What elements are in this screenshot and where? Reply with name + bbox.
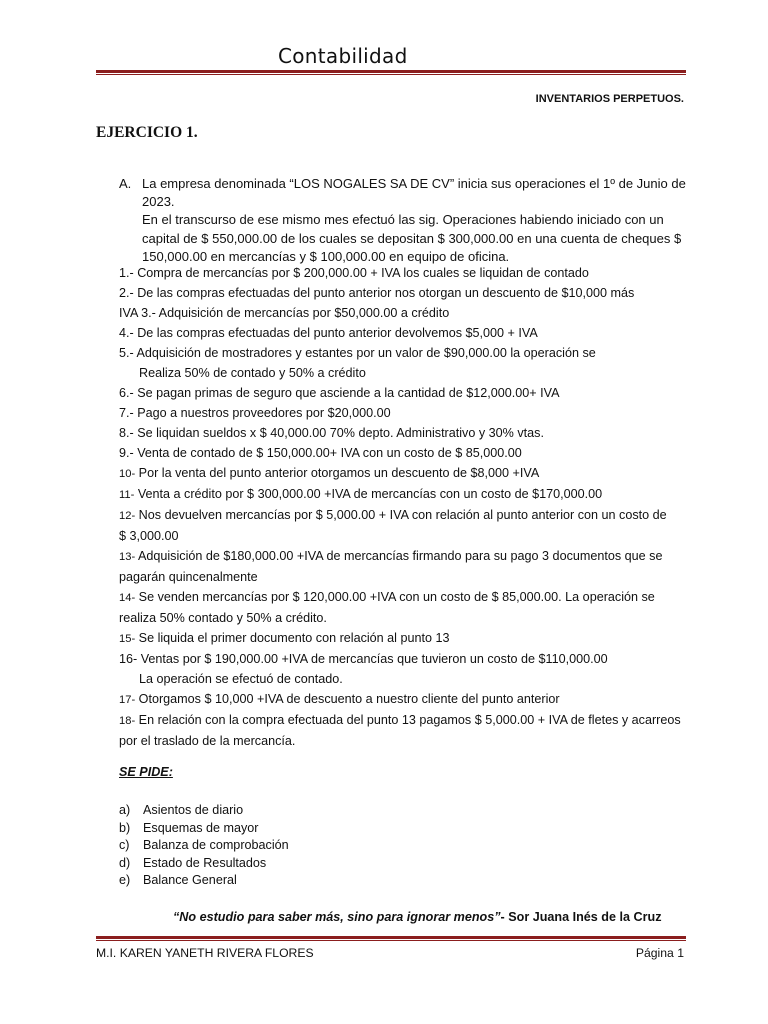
operation-line: [119, 710, 691, 731]
operation-line: [119, 303, 691, 323]
intro-line: 150,000.00 en mercancías y $ 100,000.00 en equipo de oficina.: [142, 248, 510, 264]
operation-number: 10-: [119, 468, 136, 480]
operation-number: 8.-: [119, 426, 134, 440]
operation-text: Se venden mercancías por $ 120,000.00 +IVA con un costo de $ 85,000.00. La operación se: [135, 590, 655, 604]
operation-text: Se liquida el primer documento con relación al punto 13: [135, 631, 450, 645]
operation-line: [119, 608, 691, 628]
header-divider: [96, 70, 686, 75]
requested-item: [119, 837, 289, 855]
operation-number: 6.-: [119, 386, 134, 400]
operation-text: Venta de contado de $ 150,000.00+ IVA con un costo de $ 85,000.00: [133, 446, 522, 460]
operation-text: Se liquidan sueldos x $ 40,000.00 70% depto. Administrativo y 30% vtas.: [133, 426, 544, 440]
operation-text: por el traslado de la mercancía.: [119, 734, 296, 748]
operation-number: 4.-: [119, 326, 134, 340]
document-subject: INVENTARIOS PERPETUOS.: [535, 93, 684, 105]
operation-text: realiza 50% contado y 50% a crédito.: [119, 611, 327, 625]
operation-text: Ventas por $ 190,000.00 +IVA de mercancías que tuvieron un costo de $110,000.00: [137, 652, 608, 666]
operation-text: De las compras efectuadas del punto anterior nos otorgan un descuento de $10,000 más: [133, 286, 635, 300]
operation-number: 7.-: [119, 406, 134, 420]
operation-text: $ 3,000.00: [119, 529, 179, 543]
page-header-title: Contabilidad: [278, 44, 408, 68]
intro-line: capital de $ 550,000.00 de los cuales se depositan $ 300,000.00 en una cuenta de cheques $: [142, 230, 682, 246]
quote: [173, 910, 662, 924]
operation-text: Venta a crédito por $ 300,000.00 +IVA de mercancías con un costo de $170,000.00: [134, 487, 603, 501]
operation-line: [119, 443, 691, 463]
operation-line: [119, 628, 691, 649]
operation-number: 5.-: [119, 346, 134, 360]
footer-author: M.I. KAREN YANETH RIVERA FLORES: [96, 946, 314, 960]
requested-letter: a): [119, 803, 131, 817]
requested-list: [119, 802, 289, 890]
operation-line: [119, 323, 691, 343]
operation-number: 1.-: [119, 266, 134, 280]
operation-text: Realiza 50% de contado y 50% a crédito: [139, 366, 366, 380]
requested-text: Estado de Resultados: [143, 855, 267, 870]
operations-list: [119, 263, 691, 751]
operation-text: La operación se efectuó de contado.: [139, 672, 343, 686]
operation-line: [119, 363, 691, 383]
operation-text: Por la venta del punto anterior otorgamos un descuento de $8,000 +IVA: [135, 466, 540, 480]
operation-line: [119, 343, 691, 363]
operation-text: Nos devuelven mercancías por $ 5,000.00 + IVA con relación al punto anterior con un costo de: [135, 508, 667, 522]
operation-line: [119, 463, 691, 484]
footer-page-number: Página 1: [635, 946, 684, 960]
operation-text: En relación con la compra efectuada del punto 13 pagamos $ 5,000.00 + IVA de fletes y acarreos: [135, 713, 681, 727]
operation-line: [119, 383, 691, 403]
operation-line: [119, 669, 691, 689]
intro-paragraph: [119, 175, 689, 266]
operation-line: [119, 263, 691, 283]
operation-text: Adquisición de mostradores y estantes por un valor de $90,000.00 la operación se: [133, 346, 596, 360]
operation-line: [119, 283, 691, 303]
requested-letter: e): [119, 873, 131, 888]
operation-line: [119, 403, 691, 423]
operation-number: 14-: [119, 592, 136, 604]
exercise-title: EJERCICIO 1.: [96, 124, 198, 141]
requested-letter: c): [119, 838, 130, 853]
se-pide-heading: SE PIDE:: [119, 765, 173, 779]
operation-number: 9.-: [119, 446, 134, 460]
operation-line: [119, 587, 691, 608]
operation-text: pagarán quincenalmente: [119, 570, 258, 584]
operation-line: [119, 505, 691, 526]
intro-line: La empresa denominada “LOS NOGALES SA DE CV” inicia sus operaciones el 1º de Junio de 2023.: [142, 176, 686, 210]
operation-text: Compra de mercancías por $ 200,000.00 + IVA los cuales se liquidan de contado: [133, 266, 589, 280]
intro-line: En el transcurso de ese mismo mes efectuó las sig. Operaciones habiendo iniciado con un: [142, 212, 664, 228]
operation-text: IVA 3.- Adquisición de mercancías por $50,000.00 a crédito: [119, 306, 450, 320]
operation-line: [119, 689, 691, 710]
quote-text: “No estudio para saber más, sino para ignorar menos”: [173, 910, 501, 924]
requested-text: Asientos de diario: [143, 803, 244, 817]
requested-letter: d): [119, 855, 131, 870]
operation-text: Se pagan primas de seguro que asciende a la cantidad de $12,000.00+ IVA: [133, 386, 560, 400]
operation-line: [119, 567, 691, 587]
operation-text: Adquisición de $180,000.00 +IVA de mercancías firmando para su pago 3 documentos que se: [135, 549, 663, 563]
operation-number: 11-: [119, 489, 135, 501]
operation-text: Pago a nuestros proveedores por $20,000.00: [133, 406, 391, 420]
operation-number: 2.-: [119, 286, 134, 300]
intro-letter: A.: [119, 176, 132, 191]
quote-author: - Sor Juana Inés de la Cruz: [500, 910, 662, 924]
operation-number: 13-: [119, 551, 136, 563]
requested-item: [119, 820, 289, 838]
operation-number: 15-: [119, 633, 136, 645]
operation-line: [119, 484, 691, 505]
requested-letter: b): [119, 820, 131, 835]
operation-number: 12-: [119, 510, 136, 522]
operation-number: 16-: [119, 652, 138, 666]
requested-item: [119, 802, 289, 820]
operation-number: 17-: [119, 694, 136, 706]
requested-text: Balanza de comprobación: [143, 838, 289, 853]
operation-line: [119, 649, 691, 669]
requested-item: [119, 855, 289, 873]
operation-line: [119, 423, 691, 443]
operation-line: [119, 526, 691, 546]
operation-line: [119, 731, 691, 751]
requested-text: Balance General: [143, 873, 237, 888]
operation-text: Otorgamos $ 10,000 +IVA de descuento a nuestro cliente del punto anterior: [135, 692, 560, 706]
operation-line: [119, 546, 691, 567]
requested-text: Esquemas de mayor: [143, 820, 259, 835]
requested-item: [119, 872, 289, 890]
operation-number: 18-: [119, 715, 136, 727]
operation-text: De las compras efectuadas del punto anterior devolvemos $5,000 + IVA: [133, 326, 538, 340]
footer-divider: [96, 936, 686, 941]
